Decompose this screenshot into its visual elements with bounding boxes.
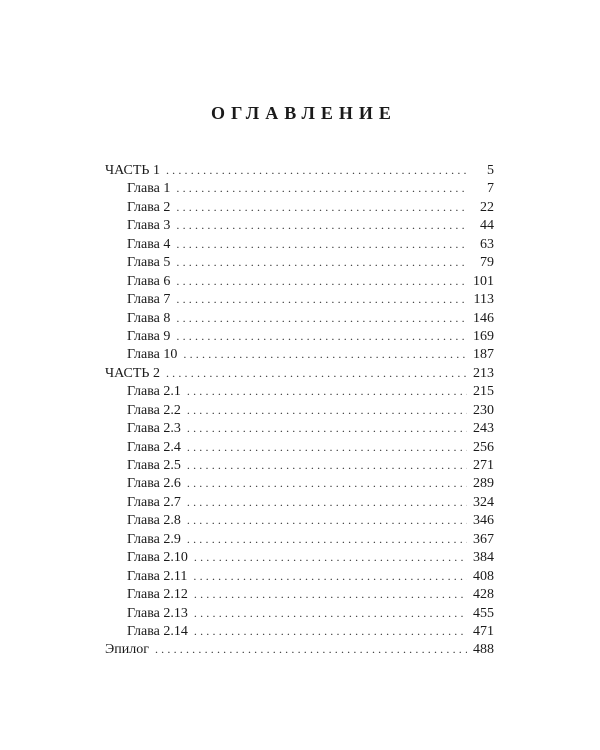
toc-entry[interactable] bbox=[105, 161, 494, 179]
toc-entry-page-number: 22 bbox=[480, 199, 494, 215]
toc-entry[interactable] bbox=[105, 530, 494, 548]
toc-entry[interactable] bbox=[105, 179, 494, 197]
toc-entry-label: Глава 10 bbox=[127, 347, 178, 363]
toc-entry-page-number: 324 bbox=[473, 494, 494, 510]
dot-leader bbox=[176, 309, 467, 327]
toc-entry-label: Глава 2.1 bbox=[127, 384, 181, 400]
toc-entry-page-number: 7 bbox=[487, 181, 494, 197]
toc-entry[interactable] bbox=[105, 456, 494, 474]
toc-entry-label: Глава 7 bbox=[127, 292, 171, 308]
dot-leader bbox=[187, 456, 467, 474]
toc-entry[interactable] bbox=[105, 438, 494, 456]
dot-leader bbox=[194, 622, 467, 640]
dot-leader bbox=[176, 216, 468, 234]
toc-entry-page-number: 243 bbox=[473, 421, 494, 437]
toc-entry-page-number: 455 bbox=[473, 605, 494, 621]
toc-entry-page-number: 213 bbox=[473, 365, 494, 381]
dot-leader bbox=[176, 253, 468, 271]
toc-entry-page-number: 146 bbox=[473, 310, 494, 326]
toc-entry-label: Глава 2.2 bbox=[127, 402, 181, 418]
toc-entry-page-number: 101 bbox=[473, 273, 494, 289]
dot-leader bbox=[166, 161, 468, 179]
toc-title: ОГЛАВЛЕНИЕ bbox=[211, 103, 397, 123]
toc-entry[interactable] bbox=[105, 640, 494, 658]
toc-entry[interactable] bbox=[105, 290, 494, 308]
toc-entry-label: Глава 2.3 bbox=[127, 421, 181, 437]
toc-entry-page-number: 63 bbox=[480, 236, 494, 252]
toc-entry-label: ЧАСТЬ 2 bbox=[105, 365, 160, 381]
toc-entry-page-number: 488 bbox=[473, 642, 494, 658]
toc-entry-page-number: 5 bbox=[487, 163, 494, 178]
toc-entry-label: Глава 2.8 bbox=[127, 513, 181, 529]
toc-entry-label: Глава 3 bbox=[127, 218, 171, 234]
dot-leader bbox=[176, 198, 468, 216]
toc-entry[interactable] bbox=[105, 382, 494, 400]
toc-entry[interactable] bbox=[105, 216, 494, 234]
dot-leader bbox=[187, 493, 467, 511]
toc-entry[interactable] bbox=[105, 235, 494, 253]
toc-entry-label: Глава 2.11 bbox=[127, 568, 188, 584]
toc-entry[interactable] bbox=[105, 548, 494, 566]
toc-entry-label: Глава 2.5 bbox=[127, 458, 181, 473]
toc-entry[interactable] bbox=[105, 511, 494, 529]
toc-entry-page-number: 187 bbox=[473, 347, 494, 363]
toc-entry-page-number: 44 bbox=[480, 218, 494, 234]
toc-entry-label: Глава 6 bbox=[127, 273, 171, 289]
dot-leader bbox=[187, 438, 467, 456]
dot-leader bbox=[194, 548, 467, 566]
toc-entry-label: Глава 8 bbox=[127, 310, 171, 326]
dot-leader bbox=[187, 511, 467, 529]
toc-entry[interactable] bbox=[105, 474, 494, 492]
toc-entry-label: Глава 1 bbox=[127, 181, 171, 197]
toc-entry[interactable] bbox=[105, 493, 494, 511]
toc-entry-page-number: 367 bbox=[473, 531, 494, 547]
toc-entry[interactable] bbox=[105, 327, 494, 345]
toc-entry-page-number: 384 bbox=[473, 550, 494, 566]
table-of-contents bbox=[105, 161, 494, 659]
toc-entry-page-number: 215 bbox=[473, 384, 494, 400]
toc-entry-page-number: 230 bbox=[473, 402, 494, 418]
dot-leader bbox=[187, 419, 467, 437]
dot-leader bbox=[176, 327, 467, 345]
toc-entry-page-number: 428 bbox=[473, 587, 494, 603]
toc-entry[interactable] bbox=[105, 419, 494, 437]
toc-entry-page-number: 408 bbox=[473, 568, 494, 584]
toc-entry[interactable] bbox=[105, 198, 494, 216]
toc-entry-label: Глава 2.4 bbox=[127, 439, 181, 455]
toc-entry-page-number: 271 bbox=[473, 458, 494, 473]
toc-entry-label: Глава 2.14 bbox=[127, 623, 188, 639]
toc-entry-label: Глава 2 bbox=[127, 199, 171, 215]
toc-entry-label: Глава 2.6 bbox=[127, 476, 181, 492]
toc-entry[interactable] bbox=[105, 585, 494, 603]
dot-leader bbox=[194, 604, 467, 622]
toc-entry[interactable] bbox=[105, 567, 494, 585]
dot-leader bbox=[194, 585, 467, 603]
toc-entry-page-number: 79 bbox=[480, 255, 494, 271]
toc-entry-page-number: 471 bbox=[473, 623, 494, 639]
toc-entry[interactable] bbox=[105, 272, 494, 290]
dot-leader bbox=[187, 382, 467, 400]
toc-entry[interactable] bbox=[105, 604, 494, 622]
toc-entry[interactable] bbox=[105, 401, 494, 419]
toc-entry-page-number: 169 bbox=[473, 328, 494, 344]
toc-entry-page-number: 256 bbox=[473, 439, 494, 455]
toc-entry-label: Глава 2.10 bbox=[127, 550, 188, 566]
toc-entry-page-number: 289 bbox=[473, 476, 494, 492]
toc-entry-label: Глава 5 bbox=[127, 255, 171, 271]
toc-entry[interactable] bbox=[105, 345, 494, 363]
toc-entry-label: Глава 2.7 bbox=[127, 494, 181, 510]
toc-entry-page-number: 346 bbox=[473, 513, 494, 529]
toc-entry-label: ЧАСТЬ 1 bbox=[105, 163, 160, 178]
toc-entry-label: Глава 9 bbox=[127, 328, 171, 344]
toc-entry-label: Глава 2.9 bbox=[127, 531, 181, 547]
dot-leader bbox=[183, 345, 467, 363]
dot-leader bbox=[176, 290, 467, 308]
dot-leader bbox=[187, 530, 467, 548]
toc-entry-label: Глава 4 bbox=[127, 236, 171, 252]
toc-entry[interactable] bbox=[105, 309, 494, 327]
dot-leader bbox=[166, 364, 467, 382]
toc-entry[interactable] bbox=[105, 253, 494, 271]
toc-entry-label: Глава 2.13 bbox=[127, 605, 188, 621]
toc-entry[interactable] bbox=[105, 364, 494, 382]
toc-entry[interactable] bbox=[105, 622, 494, 640]
dot-leader bbox=[193, 567, 467, 585]
toc-entry-label: Глава 2.12 bbox=[127, 587, 188, 603]
toc-entry-page-number: 113 bbox=[473, 292, 494, 308]
dot-leader bbox=[176, 272, 467, 290]
dot-leader bbox=[176, 235, 468, 253]
dot-leader bbox=[187, 474, 467, 492]
dot-leader bbox=[176, 179, 468, 197]
dot-leader bbox=[155, 640, 467, 658]
toc-entry-label: Эпилог bbox=[105, 642, 149, 658]
dot-leader bbox=[187, 401, 467, 419]
